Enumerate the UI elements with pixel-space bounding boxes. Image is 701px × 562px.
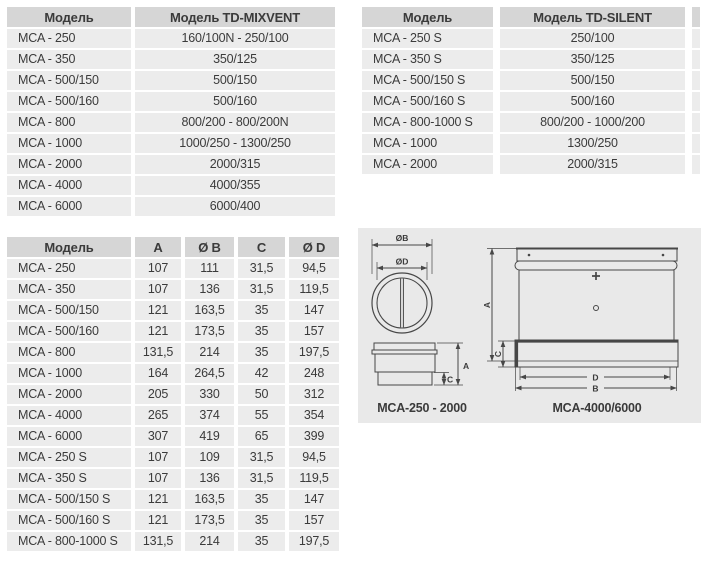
column-header: Ø B [185,237,234,257]
table-cell: 121 [135,301,181,320]
table-cell-partial [692,155,700,174]
table-cell: MCA - 1000 [7,364,131,383]
table-cell: 214 [185,532,234,551]
dimensions-table [7,237,339,551]
column-header: Ø D [289,237,339,257]
column-header: Модель TD-MIXVENT [135,7,335,27]
table-cell: 35 [238,490,285,509]
table-cell: 119,5 [289,469,339,488]
right-drawing-caption: MCA-4000/6000 [552,401,642,415]
silencer-drawing [487,248,678,391]
left-drawing-caption: MCA-250 - 2000 [377,401,467,415]
table-cell: 500/150 [500,71,685,90]
dim-label-ob: ØB [395,233,409,243]
table-cell: 42 [238,364,285,383]
table-cell: 173,5 [185,322,234,341]
table-cell: 163,5 [185,301,234,320]
table-cell: 2000/315 [500,155,685,174]
table-cell: 163,5 [185,490,234,509]
table-cell: 354 [289,406,339,425]
table-cell: MCA - 250 [7,29,131,48]
table-cell: 94,5 [289,259,339,278]
table-cell: 131,5 [135,343,181,362]
table-cell: 4000/355 [135,176,335,195]
dim-label-c-left: C [447,374,454,385]
table-cell: 147 [289,490,339,509]
table-cell: MCA - 500/160 [7,322,131,341]
table-cell: MCA - 800-1000 S [7,532,131,551]
table-cell: 136 [185,280,234,299]
table-cell: 136 [185,469,234,488]
table-cell: 6000/400 [135,197,335,216]
table-cell: 350/125 [500,50,685,69]
table-cell: MCA - 500/160 [7,92,131,111]
table-cell: 2000/315 [135,155,335,174]
table-cell: 109 [185,448,234,467]
table-cell: 1000/250 - 1300/250 [135,134,335,153]
table-cell-partial [692,71,700,90]
duct-front-view [372,239,432,333]
table-cell: 94,5 [289,448,339,467]
column-header: A [135,237,181,257]
table-cell: MCA - 1000 [7,134,131,153]
table-cell: 131,5 [135,532,181,551]
table-cell: 330 [185,385,234,404]
table-cell: 147 [289,301,339,320]
table-cell: MCA - 800-1000 S [362,113,493,132]
table-cell: MCA - 500/160 S [7,511,131,530]
dim-label-d-right: D [592,372,599,383]
diagram-panel [358,228,701,423]
table-cell: MCA - 2000 [362,155,493,174]
table-cell: 121 [135,511,181,530]
table-cell: 248 [289,364,339,383]
table-cell: 35 [238,511,285,530]
table-cell: 350/125 [135,50,335,69]
table-cell: 800/200 - 1000/200 [500,113,685,132]
table-cell: MCA - 2000 [7,155,131,174]
dim-label-a-left: A [463,361,470,371]
table-cell: 205 [135,385,181,404]
table-cell: MCA - 6000 [7,427,131,446]
table-cell: 31,5 [238,259,285,278]
silent-table [362,7,700,174]
table-cell: MCA - 500/160 S [362,92,493,111]
column-header: Модель TD-SILENT [500,7,685,27]
table-cell: 500/160 [500,92,685,111]
table-cell: 500/160 [135,92,335,111]
table-cell: 107 [135,469,181,488]
table-cell: MCA - 500/150 S [7,490,131,509]
table-cell-partial [692,29,700,48]
table-cell: MCA - 1000 [362,134,493,153]
table-cell: 164 [135,364,181,383]
table-cell: 265 [135,406,181,425]
column-header: Модель [7,7,131,27]
table-cell: 121 [135,322,181,341]
table-cell: MCA - 4000 [7,406,131,425]
table-cell: MCA - 350 S [7,469,131,488]
table-cell: MCA - 800 [7,343,131,362]
table-cell: 800/200 - 800/200N [135,113,335,132]
table-cell: 55 [238,406,285,425]
table-cell: 264,5 [185,364,234,383]
table-cell: 31,5 [238,448,285,467]
table-cell: 107 [135,259,181,278]
dim-label-a-right: A [482,301,492,309]
table-cell: 35 [238,322,285,341]
table-cell: MCA - 4000 [7,176,131,195]
table-cell: 31,5 [238,469,285,488]
table-cell-partial [692,134,700,153]
table-cell: 214 [185,343,234,362]
table-cell: 111 [185,259,234,278]
table-cell: 197,5 [289,532,339,551]
column-header: C [238,237,285,257]
dim-label-c-right: C [493,350,503,358]
table-cell: 374 [185,406,234,425]
table-cell: MCA - 2000 [7,385,131,404]
table-cell: 157 [289,511,339,530]
table-cell: 50 [238,385,285,404]
table-cell: MCA - 500/150 S [362,71,493,90]
table-cell-partial [692,92,700,111]
table-cell: MCA - 350 S [362,50,493,69]
table-cell: 1300/250 [500,134,685,153]
table-cell: 250/100 [500,29,685,48]
table-cell: MCA - 350 [7,50,131,69]
table-cell: MCA - 250 [7,259,131,278]
column-header-partial [692,7,700,27]
column-header: Модель [362,7,493,27]
mixvent-table [7,7,335,216]
table-cell: 307 [135,427,181,446]
table-cell: 107 [135,448,181,467]
table-cell: 500/150 [135,71,335,90]
table-cell: 419 [185,427,234,446]
table-cell: 35 [238,343,285,362]
table-cell: 399 [289,427,339,446]
dim-label-od: ØD [395,256,409,267]
table-cell: 197,5 [289,343,339,362]
table-cell: 121 [135,490,181,509]
table-cell: MCA - 800 [7,113,131,132]
table-cell: MCA - 250 S [7,448,131,467]
table-cell: MCA - 250 S [362,29,493,48]
table-cell: 35 [238,532,285,551]
table-cell-partial [692,50,700,69]
table-cell: 119,5 [289,280,339,299]
table-cell: MCA - 350 [7,280,131,299]
table-cell: 35 [238,301,285,320]
table-cell: 31,5 [238,280,285,299]
table-cell: 173,5 [185,511,234,530]
technical-drawing [358,228,701,423]
table-cell: 312 [289,385,339,404]
table-cell: 65 [238,427,285,446]
table-cell-partial [692,113,700,132]
table-cell: 157 [289,322,339,341]
table-cell: 160/100N - 250/100 [135,29,335,48]
dim-label-b-right: B [592,383,599,394]
table-cell: 107 [135,280,181,299]
column-header: Модель [7,237,131,257]
table-cell: MCA - 500/150 [7,301,131,320]
table-cell: MCA - 6000 [7,197,131,216]
table-cell: MCA - 500/150 [7,71,131,90]
